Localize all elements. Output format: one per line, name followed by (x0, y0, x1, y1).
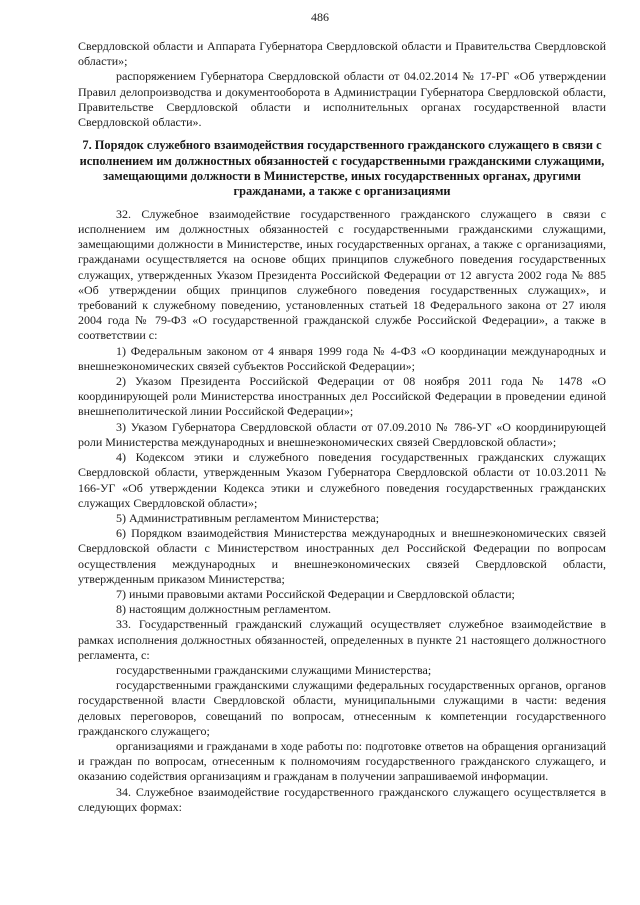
paragraph-33: 33. Государственный гражданский служащий осуществляет служебное взаимодействие в рамках исполнения должностных обязанностей, определенных в пункте 21 настоящего должностного регламента, с: (78, 617, 606, 662)
list-item-1: 1) Федеральным законом от 4 января 1999 года № 4-ФЗ «О координации международных и внешнеэкономических связей субъектов Российской Федерации»; (78, 343, 606, 373)
page-number: 486 (311, 10, 329, 24)
section-heading: 7. Порядок служебного взаимодействия государственного гражданского служащего в связи с исполнением им должностных обязанностей с государственными гражданскими служащими, замещающими должности в Министерстве, иных государственных органах, другими гражданами, а также с организациями (79, 138, 605, 199)
list-item-5: 5) Административным регламентом Министерства; (116, 510, 380, 525)
paragraph-33-item-ministry: государственными гражданскими служащими Министерства; (116, 662, 432, 677)
paragraph-33-item-organizations: организациями и гражданами в ходе работы по: подготовке ответов на обращения организаций и граждан по вопросам, отнесенным к полномочиям государственного гражданского служащего, и оказанию содействия организациям и гражданам в получении запрашиваемой информации. (78, 738, 606, 784)
list-item-7: 7) иными правовыми актами Российской Федерации и Свердловской области; (116, 586, 515, 601)
list-item-6: 6) Порядком взаимодействия Министерства международных и внешнеэкономических связей Свердловской области с Министерством иностранных дел Российской Федерации по вопросам осуществления международных и внешнеэкономических связей Свердловской области, утвержденным приказом Министерства; (78, 526, 606, 586)
list-item-3: 3) Указом Губернатора Свердловской области от 07.09.2010 № 786-УГ «О координирующей роли Министерства международных и внешнеэкономических связей Свердловской области»; (78, 419, 606, 449)
list-item-4: 4) Кодексом этики и служебного поведения государственных гражданских служащих Свердловской области, утвержденным Указом Губернатора Свердловской области от 10.03.2011 № 166-УГ «Об утверждении Кодекса этики и служебного поведения государственных гражданских служащих Свердловской области»; (78, 450, 606, 510)
list-item-8: 8) настоящим должностным регламентом. (116, 602, 332, 617)
document-body (78, 39, 606, 815)
paragraph-continuation: Свердловской области и Аппарата Губернатора Свердловской области и Правительства Свердловской области»; (78, 39, 606, 69)
paragraph-order-reference: распоряжением Губернатора Свердловской области от 04.02.2014 № 17-РГ «Об утверждении Правил делопроизводства и документооборота в Администрации Губернатора Свердловской области, Правительстве Свердловской области и исполнительных органах государственной власти Свердловской области». (78, 69, 606, 130)
paragraph-34: 34. Служебное взаимодействие государственного гражданского служащего осуществляется в следующих формах: (78, 784, 606, 814)
list-item-2: 2) Указом Президента Российской Федерации от 08 ноября 2011 года № 1478 «О координирующей роли Министерства иностранных дел Российской Федерации в проведении единой внешнеполитической линии Российской Федерации»; (78, 374, 606, 419)
paragraph-33-item-federal: государственными гражданскими служащими федеральных государственных органов, органов государственной власти Свердловской области, муниципальными служащими в части: ведения деловых переговоров, совещаний по вопросам, отнесенным к компетенции государственного гражданского служащего; (78, 678, 606, 738)
paragraph-32: 32. Служебное взаимодействие государственного гражданского служащего в связи с исполнением им должностных обязанностей с государственными гражданскими служащими, замещающими должности в Министерстве, иных государственных органах, а также с организациями, гражданами осуществляется на основе общих принципов служебного поведения государственных служащих, утвержденных Указом Президента Российской Федерации от 12 августа 2002 года № 885 «Об утверждении общих принципов служебного поведения государственных служащих», и требований к служебному поведению, установленных статьей 18 Федерального закона от 27 июля 2004 года № 79-ФЗ «О государственной гражданской службе Российской Федерации», а также в соответствии с: (78, 206, 606, 343)
